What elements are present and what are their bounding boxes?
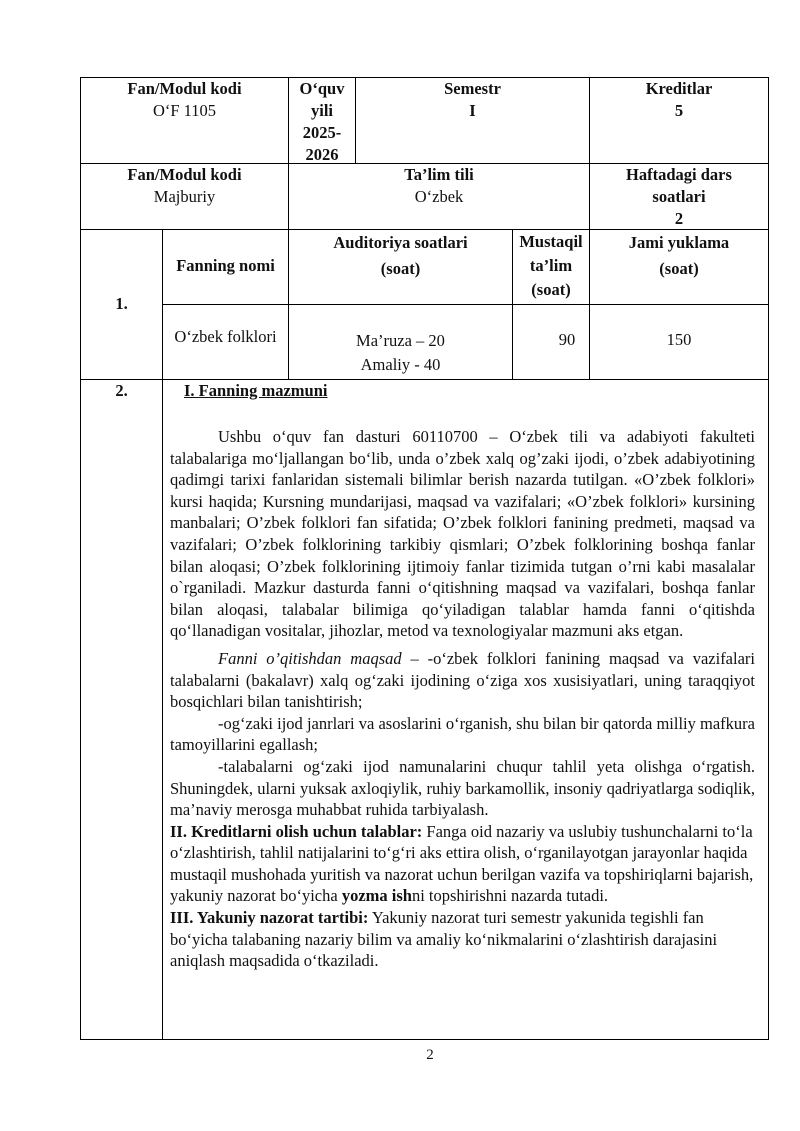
independent-study-header	[513, 230, 589, 302]
section-1-number: 1.	[115, 294, 128, 313]
table-border-left	[80, 77, 81, 1040]
auditory-label-1: Auditoriya soatlari	[333, 233, 468, 252]
total-load-header	[590, 230, 768, 282]
goal-item: -og‘zaki ijod janrlari va asoslarini o‘rganish, shu bilan bir qatorda milliy mafkura tamoyillarini egallash;	[170, 713, 755, 755]
total-label-1: Jami yuklama	[628, 233, 730, 252]
weekly-hours-label-2: soatlari	[652, 187, 706, 206]
module-code-cell	[81, 78, 288, 122]
goal-item: -talabalarni og‘zaki ijod namunalarini chuqur tahlil yeta olishga o‘rgatish. Shuningdek, ularni yuksak axloqiylik, ruhiy barkamollik, insoniy qadriyatlarga sodiqlik, ma’naviy merosga muhabbat ruhida tarbiyalash.	[170, 756, 755, 820]
auditory-hours-value	[289, 329, 512, 377]
table-rule	[162, 304, 769, 305]
academic-year-value-2: 2026	[305, 145, 339, 164]
academic-year-cell	[289, 78, 355, 166]
weekly-hours-value: 2	[674, 209, 684, 228]
credits-cell	[590, 78, 768, 122]
subject-name-label: Fanning nomi	[176, 256, 275, 275]
independent-label-2: ta’lim	[529, 256, 573, 275]
final-control-text: Yakuniy nazorat turi semestr yakunida tegishli fan bo‘yicha talabaning nazariy bilim va amaliy ko‘nikmalarini o‘zlashtirish darajasini aniqlash maqsadida o‘tkaziladi.	[170, 908, 718, 971]
table-rule	[162, 229, 163, 1040]
auditory-label-2: (soat)	[380, 259, 421, 278]
table-border-bottom	[80, 1039, 769, 1040]
independent-label-3: (soat)	[531, 280, 571, 299]
total-hours-value: 150	[666, 330, 692, 349]
section-2-heading: I. Fanning mazmuni	[184, 381, 328, 400]
requirements-bold: yozma ish	[341, 886, 412, 906]
content-body	[170, 426, 755, 972]
language-value: O‘zbek	[414, 187, 464, 206]
page-number: 2	[426, 1047, 434, 1063]
requirements-tail: ni topshirishni nazarda tutadi.	[411, 886, 609, 906]
semester-label: Semestr	[444, 79, 501, 98]
goal-paragraph	[170, 648, 755, 713]
semester-cell	[356, 78, 589, 122]
module-code-value: O‘F 1105	[152, 101, 217, 120]
practice-hours: Amaliy - 40	[360, 355, 441, 374]
subject-name-value: O‘zbek folklori	[174, 327, 277, 346]
independent-hours-value: 90	[558, 330, 576, 349]
academic-year-label-2: yili	[310, 101, 333, 120]
module-type-value: Majburiy	[153, 187, 216, 206]
weekly-hours-cell	[590, 164, 768, 230]
credits-label: Kreditlar	[645, 79, 713, 98]
independent-label-1: Mustaqil	[519, 232, 583, 251]
goal-text: – -o‘zbek folklori fanining maqsad va vazifalari talabalarni (bakalavr) xalq og‘zaki ijodining o‘ziga xos xusisiyatlari, uning taraqqiyot bosqichlari bilan tanishtirish;	[170, 648, 755, 712]
weekly-hours-label-1: Haftadagi dars	[626, 165, 732, 184]
language-label: Ta’lim tili	[404, 165, 474, 184]
requirements-text: Fanga oid nazariy va uslubiy tushunchalarni to‘la o‘zlashtirish, tahlil natijalarini to‘g‘ri aks ettira olish, o‘rganilayotgan jarayonlar haqida mustaqil mushohada yuritish va nazorat uchun berilgan vazifa va topshiriqlarni bajarish, yakuniy nazorat bo‘yicha	[170, 821, 754, 906]
auditory-hours-header	[289, 230, 512, 282]
final-control-label: III. Yakuniy nazorat tartibi:	[170, 908, 369, 928]
academic-year-label-1: O‘quv	[299, 79, 345, 98]
table-border-right	[768, 77, 769, 1040]
total-label-2: (soat)	[659, 259, 699, 278]
module-type-cell	[81, 164, 288, 208]
module-code-label: Fan/Modul kodi	[127, 79, 242, 98]
requirements-paragraph	[170, 821, 755, 907]
academic-year-value-1: 2025-	[302, 123, 342, 142]
module-type-label: Fan/Modul kodi	[127, 165, 242, 184]
credits-value: 5	[674, 101, 684, 120]
lecture-hours: Ma’ruza – 20	[356, 331, 445, 350]
semester-value: I	[469, 101, 476, 120]
language-cell	[289, 164, 589, 208]
section-2-number: 2.	[115, 381, 128, 400]
intro-paragraph: Ushbu o‘quv fan dasturi 60110700 – O‘zbek tili va adabiyoti fakulteti talabalariga mo‘ljallangan bo‘lib, unda o’zbek xalq og’zaki ijodi, o’zbek adabiyotining qadimgi tarixi fanlaridan sistemali bilimlar berish nazarda tutilgan. «O’zbek folklori» kursi haqida; Kursning mundarijasi, maqsad va vazifalari; «O’zbek folklori» kursining manbalari; O’zbek folklori fan sifatida; O’zbek folklori fanining predmeti, maqsad va vazifalari; O’zbek folklorining tarkibiy qismlari; O’zbek folklorining boshqa fanlar bilan aloqasi; O’zbek folklorining ijtimoiy fanlar tizimida tutgan o’rni kabi masalalar o`rganiladi. Mazkur dasturda fanni o‘qitishning maqsad va vazifalari, boshqa fanlar bilan aloqasi, talabalar bilimiga qo‘yiladigan talablar hamda fanni o‘qitishda qo‘llanadigan vositalar, jihozlar, metod va texnologiyalar mazmuni aks etgan.	[170, 427, 755, 641]
final-control-paragraph	[170, 907, 755, 972]
goal-label: Fanni o’qitishdan maqsad	[218, 648, 402, 668]
requirements-label: II. Kreditlarni olish uchun talablar:	[170, 821, 423, 841]
